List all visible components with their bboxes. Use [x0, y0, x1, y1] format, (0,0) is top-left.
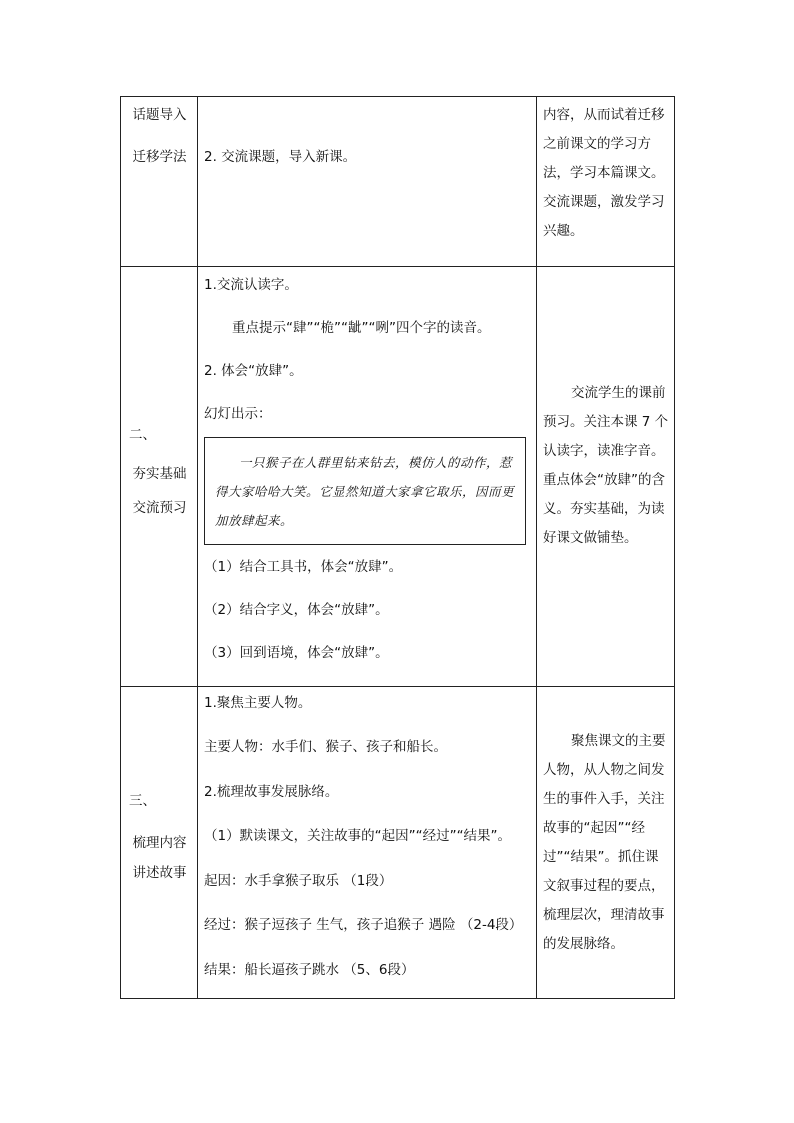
slide-quote-box [204, 437, 526, 545]
activity-cell [198, 267, 537, 687]
stage-label-cell [121, 97, 198, 267]
slide-quote-text: 一只猴子在人群里钻来钻去，模仿人的动作，惹得大家哈哈大笑。它显然知道大家拿它取乐，因而更加放肆起来。 [215, 455, 515, 528]
activity-line: 幻灯出示： [204, 406, 272, 422]
activity-line: 起因：水手拿猴子取乐 （1段） [204, 873, 393, 889]
activity-line: 结果：船长逼孩子跳水 （5、6段） [204, 962, 415, 978]
design-note-cell [537, 97, 675, 267]
table-row [121, 687, 675, 999]
design-note: 交流学生的课前预习。关注本课 7 个认读字，读准字音。重点体会“放肆”的含义。夯实基础，为读好课文做铺垫。 [543, 385, 669, 546]
design-note-cell [537, 687, 675, 999]
activity-line: 经过：猴子逗孩子 生气，孩子追猴子 遇险 （2-4段） [204, 917, 523, 933]
stage-number: 二、 [129, 427, 156, 443]
design-note-cell [537, 267, 675, 687]
stage-number: 三、 [129, 793, 156, 809]
stage-label-cell [121, 267, 198, 687]
activity-line: 2. 体会“放肆”。 [204, 363, 303, 379]
stage-label-line: 迁移学法 [132, 149, 187, 165]
table-row [121, 97, 675, 267]
activity-cell [198, 687, 537, 999]
stage-label-line: 梳理内容 [132, 835, 187, 851]
activity-line: 2.梳理故事发展脉络。 [204, 784, 339, 800]
stage-label-line: 交流预习 [132, 500, 187, 516]
activity-line: 1.交流认读字。 [204, 277, 298, 293]
design-note: 聚焦课文的主要人物，从人物之间发生的事件入手，关注故事的“起因”“经过”“结果”。抓住课文叙事过程的要点，梳理层次，理清故事的发展脉络。 [543, 733, 666, 952]
activity-line: （1）结合工具书，体会“放肆”。 [204, 559, 403, 575]
table-row [121, 267, 675, 687]
stage-label-cell [121, 687, 198, 999]
activity-line: （3）回到语境，体会“放肆”。 [204, 645, 389, 661]
activity-line: 重点提示“肆”“桅”“龇”“咧”四个字的读音。 [232, 320, 491, 336]
activity-cell [198, 97, 537, 267]
lesson-plan-table [120, 96, 675, 999]
stage-label-line: 话题导入 [132, 107, 187, 123]
activity-line: 1.聚焦主要人物。 [204, 695, 312, 711]
stage-label-line: 夯实基础 [132, 466, 187, 482]
activity-line: 主要人物：水手们、猴子、孩子和船长。 [204, 739, 447, 755]
activity-line: （1）默读课文，关注故事的“起因”“经过”“结果”。 [204, 828, 512, 844]
activity-line: （2）结合字义，体会“放肆”。 [204, 602, 389, 618]
design-note: 内容，从而试着迁移之前课文的学习方法，学习本篇课文。交流课题，激发学习兴趣。 [543, 107, 665, 239]
activity-line: 2. 交流课题，导入新课。 [204, 149, 357, 165]
stage-label-line: 讲述故事 [132, 865, 187, 881]
